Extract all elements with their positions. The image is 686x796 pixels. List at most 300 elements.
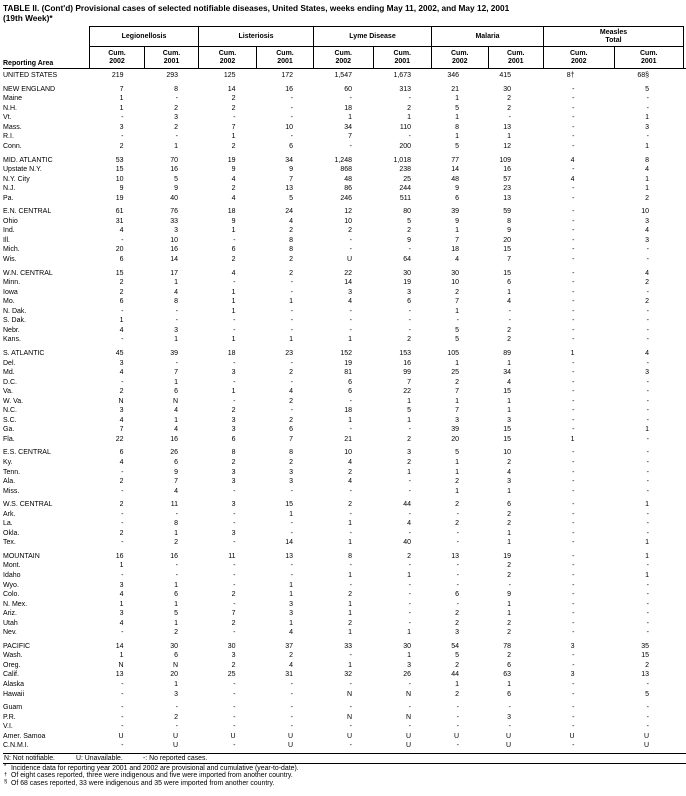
cell: 11: [228, 552, 236, 560]
cell: 6: [507, 279, 511, 287]
cell: 12: [503, 143, 511, 151]
cell: -: [233, 236, 236, 244]
cell: -: [290, 487, 293, 495]
cell: -: [408, 246, 411, 254]
row-area-label: Del.: [3, 359, 16, 367]
table-row: [3, 326, 686, 336]
cell: 172: [281, 72, 293, 80]
cell: -: [349, 562, 352, 570]
cell: 5: [645, 690, 649, 698]
cell: 25: [403, 175, 411, 183]
cell: 1: [455, 227, 459, 235]
cell: 9: [174, 185, 178, 193]
cell: 3: [119, 123, 124, 131]
cell: 1: [119, 600, 124, 608]
cell: -: [290, 288, 293, 296]
cell: 16: [285, 85, 293, 93]
cell: -: [572, 661, 575, 669]
table-title-line1: TABLE II. (Cont'd) Provisional cases of selected notifiable diseases, United States, weeks ending May 11, 2002, and May 12, 2001: [3, 3, 510, 13]
cell: 153: [399, 349, 411, 357]
cell: 1: [507, 288, 511, 296]
cell: 200: [399, 143, 411, 151]
cell: -: [349, 426, 352, 434]
cell: -: [290, 529, 293, 537]
cell: 30: [503, 85, 511, 93]
table-row: [3, 670, 686, 680]
cell: -: [646, 378, 649, 386]
row-area-label: Ill.: [3, 236, 10, 244]
cell: -: [646, 591, 649, 599]
cell: 22: [403, 388, 411, 396]
cell: 4: [348, 458, 352, 466]
cell: 22: [344, 269, 352, 277]
cell: 1,673: [393, 72, 411, 80]
table-row: [3, 609, 686, 619]
cell: 4: [507, 298, 511, 306]
cell: U: [569, 732, 575, 740]
cell: 3: [289, 610, 293, 618]
row-area-label: Alaska: [3, 681, 25, 688]
cell: 5: [455, 326, 459, 334]
table-row: [3, 529, 686, 539]
table-row: [3, 619, 686, 629]
cell: 3: [231, 426, 236, 434]
cell: 3: [231, 478, 236, 486]
cell: -: [121, 307, 124, 315]
table-row: [3, 571, 686, 581]
row-area-label: Amer. Samoa: [3, 732, 46, 740]
cell: -: [646, 610, 649, 618]
row-area-label: Wyo.: [3, 581, 19, 589]
cell: 2: [407, 227, 411, 235]
cell: 40: [170, 194, 178, 202]
cell: 5: [645, 85, 649, 93]
cell: -: [646, 388, 649, 396]
cell: 9: [231, 217, 236, 225]
cell: 125: [223, 72, 236, 80]
table-row: [3, 288, 686, 298]
table-row: [3, 590, 686, 600]
row-area-label: E.N. CENTRAL: [3, 208, 52, 216]
cell: 48: [451, 175, 459, 183]
cell: -: [646, 529, 649, 537]
cell: 6: [174, 652, 178, 660]
cell: 1: [455, 458, 459, 466]
cell: 7: [119, 426, 124, 434]
cell: 2: [289, 269, 293, 277]
cell: 12: [344, 208, 352, 216]
cell: 8: [174, 85, 178, 93]
cell: -: [456, 571, 459, 579]
cell: 13: [285, 552, 293, 560]
table-row: [3, 335, 686, 345]
cell: 18: [344, 407, 352, 415]
table-row: [3, 552, 686, 562]
cell: 1: [507, 539, 511, 547]
cell: -: [572, 610, 575, 618]
column-group-malaria: [431, 26, 543, 68]
row-area-label: Kans.: [3, 336, 21, 344]
cell: 2: [507, 510, 511, 518]
table-title-line2: (19th Week)*: [3, 12, 53, 23]
cell: 14: [451, 166, 459, 174]
table-row: [3, 642, 686, 652]
cell: 4: [174, 407, 178, 415]
cell: 2: [645, 194, 649, 202]
row-area-label: Wash.: [3, 652, 23, 660]
cell: 7: [407, 378, 411, 386]
cell: 80: [403, 208, 411, 216]
cell: 1: [455, 307, 459, 315]
cell: 1: [174, 681, 178, 688]
cell: 1: [231, 388, 236, 396]
cell: -: [572, 227, 575, 235]
cell: 1: [645, 539, 649, 547]
cell: 6: [231, 246, 236, 254]
cell: -: [175, 571, 178, 579]
cell: -: [456, 704, 459, 712]
cell: 3: [231, 468, 236, 476]
row-area-label: V.I.: [3, 723, 13, 731]
table-row: [3, 113, 686, 123]
cell: 18: [344, 104, 352, 112]
cell: 1: [119, 95, 124, 103]
cell: 1: [289, 619, 293, 627]
cell: 2: [455, 661, 459, 669]
cell: 4: [289, 388, 293, 396]
cell: 1: [645, 114, 649, 122]
cell: -: [572, 652, 575, 660]
cell: 63: [503, 671, 511, 679]
row-area-label: N.C.: [3, 407, 17, 415]
cell: 3: [570, 671, 575, 679]
cell: -: [349, 723, 352, 731]
cell: 9: [231, 166, 236, 174]
cell: 1: [455, 95, 459, 103]
footnote-asterisk: [4, 765, 686, 772]
column-group-label: Legionellosis: [90, 27, 198, 47]
row-area-label: UNITED STATES: [3, 72, 58, 80]
cell: 5: [455, 652, 459, 660]
cell: -: [408, 619, 411, 627]
cell: 1: [174, 279, 178, 287]
table-row: [3, 416, 686, 426]
cell: 1: [645, 571, 649, 579]
cell: -: [456, 529, 459, 537]
cell: -: [121, 468, 124, 476]
table-row: [3, 85, 686, 95]
row-area-label: Okla.: [3, 529, 20, 537]
cell: 26: [170, 449, 178, 457]
cell: U: [118, 732, 124, 740]
row-area-label: Ark.: [3, 510, 16, 518]
cell: 8: [174, 298, 178, 306]
reporting-area-label: Reporting Area: [3, 60, 54, 68]
cell: -: [290, 407, 293, 415]
cell: 76: [170, 208, 178, 216]
cell: 3: [119, 581, 124, 589]
cell: 868: [340, 166, 352, 174]
cell: 2: [348, 227, 352, 235]
cell: 2: [231, 104, 236, 112]
cell: -: [646, 95, 649, 103]
column-group-label: Lyme Disease: [314, 27, 431, 47]
cell: 1: [455, 468, 459, 476]
cell: 1: [348, 600, 352, 608]
cell: -: [646, 336, 649, 344]
cell: -: [456, 510, 459, 518]
cell: 6: [407, 298, 411, 306]
cell: N: [346, 690, 352, 698]
cell: -: [121, 336, 124, 344]
cell: 39: [451, 426, 459, 434]
cell: -: [572, 619, 575, 627]
cell: -: [349, 529, 352, 537]
table-row: [3, 538, 686, 548]
cell: 2: [289, 256, 293, 264]
cell: 59: [503, 208, 511, 216]
cell: 5: [289, 194, 293, 202]
cell: 9: [289, 166, 293, 174]
cell: 6: [174, 591, 178, 599]
table-row: [3, 600, 686, 610]
cell: -: [408, 600, 411, 608]
cell: -: [646, 520, 649, 528]
cell: -: [456, 713, 459, 721]
cell: -: [646, 562, 649, 570]
cell: 2: [231, 661, 236, 669]
cell: 1: [455, 133, 459, 141]
row-area-label: Miss.: [3, 487, 20, 495]
cell: 2: [289, 227, 293, 235]
cell: -: [121, 742, 124, 750]
cell: N: [172, 397, 178, 405]
cell: -: [646, 397, 649, 405]
cell: -: [572, 256, 575, 264]
cell: 20: [503, 236, 511, 244]
table-row: [3, 165, 686, 175]
cell: 10: [170, 236, 178, 244]
row-area-label: E.S. CENTRAL: [3, 449, 51, 457]
cell: 18: [451, 246, 459, 254]
row-area-label: S. ATLANTIC: [3, 349, 45, 357]
table-row: [3, 307, 686, 317]
cell: 2: [407, 336, 411, 344]
cell: N: [405, 690, 411, 698]
cell: 2: [645, 298, 649, 306]
cell: -: [572, 501, 575, 509]
cell: 20: [170, 671, 178, 679]
cell: -: [349, 652, 352, 660]
cell: 16: [170, 435, 178, 443]
cell: -: [175, 704, 178, 712]
cell: 1: [455, 681, 459, 688]
table-row: [3, 519, 686, 529]
cell: 4: [231, 175, 236, 183]
cell: 7: [455, 407, 459, 415]
cell: 2: [119, 279, 124, 287]
cell: 7: [174, 478, 178, 486]
table-row: [3, 207, 686, 217]
cell: 11: [170, 501, 178, 509]
cell: -: [646, 359, 649, 367]
cell: 2: [119, 288, 124, 296]
cell: -: [646, 478, 649, 486]
cell: -: [349, 307, 352, 315]
cell: 24: [285, 208, 293, 216]
cell: 6: [507, 661, 511, 669]
cell: 2: [507, 520, 511, 528]
cell: -: [175, 95, 178, 103]
cell: 2: [231, 619, 236, 627]
cell: 21: [344, 435, 352, 443]
cell: -: [456, 562, 459, 570]
cell: 4: [407, 520, 411, 528]
cell: U: [505, 732, 511, 740]
cell: -: [572, 416, 575, 424]
cell: 2: [119, 478, 124, 486]
cell: -: [456, 539, 459, 547]
cell: -: [408, 307, 411, 315]
cell: 1: [455, 397, 459, 405]
cell: 34: [344, 123, 352, 131]
cell: 6: [119, 298, 124, 306]
cell: -: [572, 520, 575, 528]
cell: 4: [507, 468, 511, 476]
cell: -: [233, 279, 236, 287]
cell: 2: [455, 501, 459, 509]
cell: 16: [170, 246, 178, 254]
cell: 2: [455, 520, 459, 528]
cell: -: [646, 288, 649, 296]
cell: 1: [289, 298, 293, 306]
cell: 3: [231, 501, 236, 509]
cell: -: [290, 571, 293, 579]
cell: 293: [166, 72, 178, 80]
cell: 3: [407, 661, 411, 669]
row-area-label: Ohio: [3, 217, 18, 225]
row-area-label: Guam: [3, 704, 23, 712]
cell: -: [408, 317, 411, 325]
cell: 4: [348, 478, 352, 486]
table-row: [3, 448, 686, 458]
cell: 2: [174, 123, 178, 131]
cell: 6: [174, 458, 178, 466]
cell: 8: [507, 217, 511, 225]
cell: 7: [231, 123, 236, 131]
table-row: [3, 406, 686, 416]
cell: -: [646, 256, 649, 264]
cell: 8: [289, 449, 293, 457]
cell: 3: [231, 416, 236, 424]
row-area-label: Ala.: [3, 478, 16, 486]
cell: 2: [455, 619, 459, 627]
cell: 4: [570, 156, 575, 164]
cell: 3: [507, 713, 511, 721]
cell: 13: [503, 194, 511, 202]
cell: -: [572, 217, 575, 225]
table-row: [3, 651, 686, 661]
table-row: [3, 425, 686, 435]
cell: 14: [115, 642, 124, 650]
cell: 109: [499, 156, 511, 164]
cell: -: [646, 704, 649, 712]
cell: 23: [285, 349, 293, 357]
cell: -: [233, 600, 236, 608]
cell: N: [118, 397, 124, 405]
cell: N: [172, 661, 178, 669]
cell: 7: [507, 256, 511, 264]
cell: 16: [403, 359, 411, 367]
cell: -: [572, 166, 575, 174]
cell: 4: [348, 298, 352, 306]
cell: U: [346, 732, 352, 740]
row-area-label: Wis.: [3, 256, 17, 264]
cell: 14: [170, 256, 178, 264]
cell: 3: [174, 690, 178, 698]
cell: -: [233, 690, 236, 698]
cell: -: [508, 704, 511, 712]
cell: 2: [507, 458, 511, 466]
cell: 1: [407, 468, 411, 476]
cell: 152: [340, 349, 352, 357]
cell: 8: [231, 449, 236, 457]
cell: 6: [174, 388, 178, 396]
cell: 8: [174, 520, 178, 528]
cell: 4: [455, 256, 459, 264]
legend-no-reported-cases: -: No reported cases.: [143, 754, 208, 762]
cell: 6: [289, 426, 293, 434]
cell: N: [118, 661, 124, 669]
cell: 4: [174, 288, 178, 296]
cell: 415: [499, 72, 511, 80]
cell: -: [572, 317, 575, 325]
cell: 1: [231, 307, 236, 315]
cell: 15: [503, 246, 511, 254]
cell: 13: [115, 671, 124, 679]
cell: -: [233, 629, 236, 637]
cell: 23: [503, 185, 511, 193]
cell: 1: [455, 359, 459, 367]
cell: 1: [231, 227, 236, 235]
cell: 3: [174, 114, 178, 122]
cell: 4: [645, 227, 649, 235]
cell: U: [405, 732, 411, 740]
cell: 1: [645, 175, 649, 183]
cell: -: [508, 114, 511, 122]
table-body: [3, 69, 686, 754]
cell: -: [175, 307, 178, 315]
cell: 1: [407, 416, 411, 424]
row-area-label: Vt.: [3, 114, 12, 122]
cell: 4: [119, 416, 124, 424]
cell: -: [175, 723, 178, 731]
cell: 15: [503, 426, 511, 434]
row-area-label: D.C.: [3, 378, 17, 386]
cell: 3: [645, 369, 649, 377]
table-row: [3, 387, 686, 397]
column-header-cum-2002: Cum. 2002: [570, 49, 588, 65]
cell: -: [572, 681, 575, 688]
cell: 30: [403, 269, 411, 277]
cell: 2: [231, 591, 236, 599]
table-row: [3, 123, 686, 133]
cell: 2: [507, 326, 511, 334]
cell: 10: [641, 208, 649, 216]
cell: -: [572, 458, 575, 466]
cell: 10: [503, 449, 511, 457]
cell: 1: [348, 610, 352, 618]
